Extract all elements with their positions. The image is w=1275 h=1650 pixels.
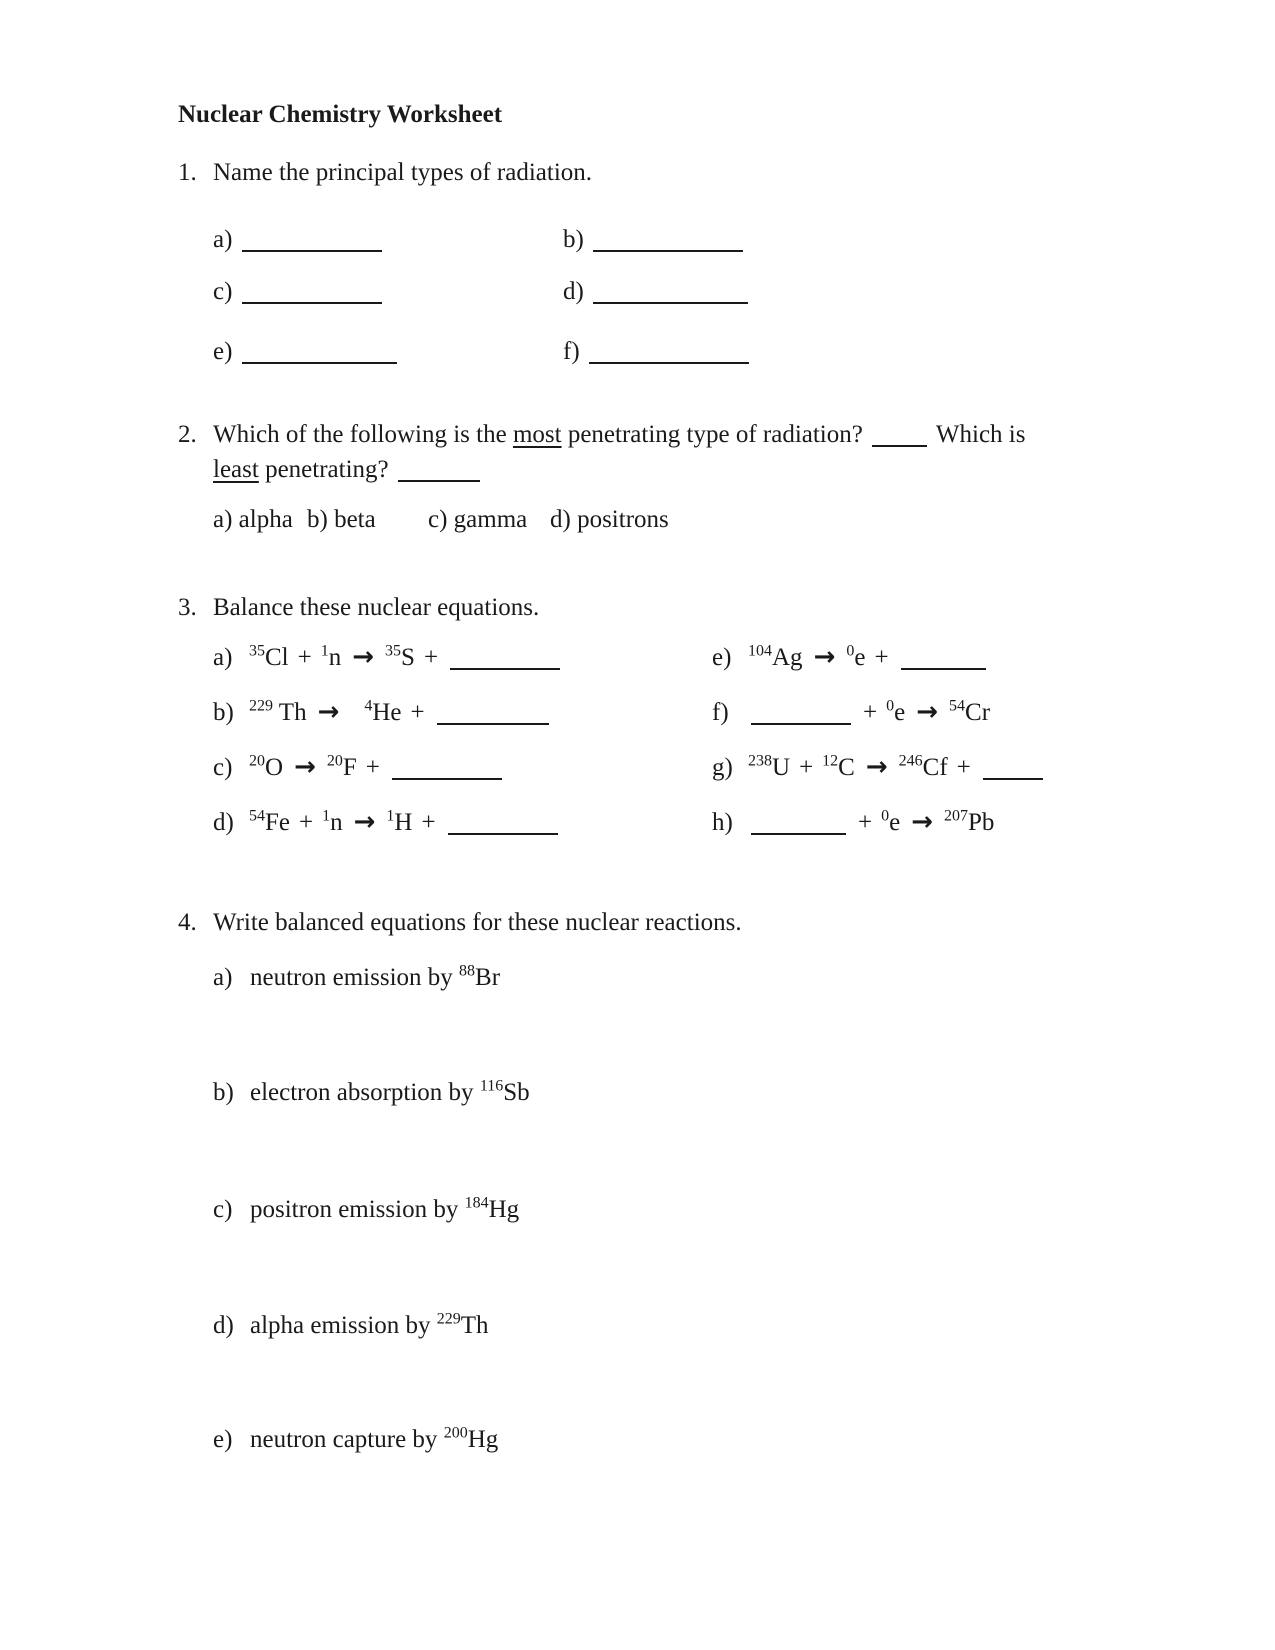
- nuclide: [944, 809, 994, 836]
- plus-operator: +: [799, 754, 814, 781]
- plus-operator: +: [299, 809, 314, 836]
- q1-blank-d: [563, 277, 751, 307]
- nuclide: [437, 1312, 489, 1339]
- text: f): [563, 338, 586, 365]
- q1-blank-a: [213, 225, 385, 255]
- text: b): [563, 226, 591, 253]
- answer-blank-line: [751, 833, 846, 835]
- q1-blank-c: [213, 277, 385, 307]
- nuclide: [480, 1079, 530, 1106]
- element-symbol: Pb: [968, 809, 995, 836]
- right-arrow-icon: →: [352, 642, 375, 672]
- text: electron absorption by: [250, 1079, 480, 1106]
- item-label: e): [213, 1426, 233, 1453]
- element-symbol: C: [838, 754, 855, 781]
- answer-blank-line: [872, 445, 927, 447]
- answer-blank-line: [242, 302, 382, 304]
- q3-equation-e: [712, 642, 989, 673]
- element-symbol: Sb: [503, 1079, 530, 1106]
- q3-equation-h: [712, 807, 994, 838]
- q4-item-b: [213, 1078, 530, 1108]
- right-arrow-icon: →: [813, 642, 836, 672]
- nuclide: [748, 754, 790, 781]
- q2-option-gamma: c) gamma: [428, 506, 528, 533]
- q1-prompt: [178, 158, 592, 188]
- plus-operator: +: [421, 809, 436, 836]
- q2-option-beta: b) beta: [307, 506, 376, 533]
- mass-number: 4: [364, 697, 373, 715]
- q3-equation-a: [213, 642, 563, 673]
- text: penetrating?: [258, 456, 395, 483]
- answer-blank-line: [242, 362, 397, 364]
- item-label: d): [213, 809, 234, 836]
- q2-option-positrons: d) positrons: [550, 506, 669, 533]
- element-symbol: Cr: [965, 699, 991, 726]
- right-arrow-icon: →: [916, 697, 939, 727]
- element-symbol: U: [772, 754, 791, 781]
- element-symbol: Cf: [922, 754, 948, 781]
- answer-blank-line: [450, 668, 560, 670]
- mass-number: 0: [846, 642, 855, 660]
- q2-option-alpha: a) alpha: [213, 506, 293, 533]
- nuclide: [822, 754, 855, 781]
- element-symbol: Hg: [488, 1196, 520, 1223]
- text: neutron emission by: [250, 964, 460, 991]
- text: Which is: [930, 421, 1026, 448]
- element-symbol: F: [342, 754, 357, 781]
- right-arrow-icon: →: [911, 807, 934, 837]
- plus-operator: +: [874, 644, 889, 671]
- q4-prompt: [178, 908, 742, 938]
- element-symbol: Br: [475, 964, 501, 991]
- element-symbol: Ag: [772, 644, 803, 671]
- answer-blank-line: [242, 250, 382, 252]
- q3-number: 3.: [178, 594, 197, 621]
- text: neutron capture by: [250, 1426, 444, 1453]
- text: d): [563, 278, 591, 305]
- mass-number: 1: [320, 642, 329, 660]
- element-symbol: Fe: [265, 809, 290, 836]
- nuclide: [465, 1196, 520, 1223]
- text: penetrating type of radiation?: [561, 421, 870, 448]
- mass-number: 104: [748, 642, 772, 660]
- q3-prompt: [178, 593, 539, 623]
- q4-item-e: [213, 1425, 498, 1455]
- element-symbol: e: [854, 644, 866, 671]
- item-label: c): [213, 754, 233, 781]
- right-arrow-icon: →: [353, 807, 376, 837]
- answer-blank-line: [983, 778, 1043, 780]
- q4-item-d: [213, 1311, 489, 1341]
- text: positron emission by: [250, 1196, 465, 1223]
- nuclide: [249, 699, 307, 726]
- nuclide: [886, 699, 905, 726]
- element-symbol: S: [401, 644, 415, 671]
- item-label: d): [213, 1312, 234, 1339]
- mass-number: 229: [436, 1310, 461, 1328]
- mass-number: 20: [249, 752, 265, 770]
- nuclide: [949, 699, 990, 726]
- text: e): [213, 338, 239, 365]
- mass-number: 116: [479, 1077, 504, 1095]
- plus-operator: +: [863, 699, 878, 726]
- nuclide: [322, 809, 343, 836]
- mass-number: 200: [443, 1424, 468, 1442]
- q2-number: 2.: [178, 421, 197, 448]
- q3-equation-d: [213, 807, 561, 838]
- q3-equation-f: [712, 697, 990, 728]
- text: alpha emission by: [250, 1312, 437, 1339]
- q3-equation-g: [712, 752, 1046, 783]
- item-label: a): [213, 644, 233, 671]
- right-arrow-icon: →: [294, 752, 316, 782]
- mass-number: 20: [326, 752, 343, 770]
- q4-item-c: [213, 1195, 519, 1225]
- element-symbol: O: [265, 754, 284, 781]
- underlined-text: least: [213, 456, 259, 483]
- element-symbol: e: [894, 699, 906, 726]
- element-symbol: n: [330, 809, 343, 836]
- mass-number: 1: [322, 807, 331, 825]
- mass-number: 184: [464, 1194, 489, 1212]
- q1-blank-b: [563, 225, 746, 255]
- mass-number: 1: [386, 807, 395, 825]
- mass-number: 35: [385, 642, 402, 660]
- answer-blank-line: [437, 723, 549, 725]
- answer-blank-line: [448, 833, 558, 835]
- plus-operator: +: [410, 699, 425, 726]
- answer-blank-line: [589, 362, 749, 364]
- element-symbol: Th: [273, 699, 307, 726]
- answer-blank-line: [593, 302, 748, 304]
- answer-blank-line: [398, 480, 480, 482]
- mass-number: 54: [249, 807, 265, 825]
- nuclide: [249, 754, 283, 781]
- nuclide: [364, 699, 401, 726]
- q3-equation-c: [213, 752, 505, 783]
- item-label: f): [712, 699, 729, 726]
- q1-prompt-text: Name the principal types of radiation.: [213, 159, 593, 186]
- q3-prompt-text: Balance these nuclear equations.: [213, 594, 540, 621]
- item-label: a): [213, 964, 233, 991]
- q1-blank-f: [563, 337, 752, 367]
- element-symbol: Th: [460, 1312, 489, 1339]
- q4-item-a: [213, 963, 500, 993]
- nuclide: [385, 644, 415, 671]
- element-symbol: H: [394, 809, 413, 836]
- item-label: b): [213, 1079, 234, 1106]
- q3-equation-b: [213, 697, 552, 728]
- nuclide: [327, 754, 357, 781]
- mass-number: 0: [886, 697, 895, 715]
- plus-operator: +: [423, 644, 439, 671]
- plus-operator: +: [956, 754, 971, 781]
- q4-number: 4.: [178, 909, 197, 936]
- q1-number: 1.: [178, 159, 197, 186]
- item-label: h): [712, 809, 733, 836]
- answer-blank-line: [593, 250, 743, 252]
- nuclide: [321, 644, 342, 671]
- text: c): [213, 278, 239, 305]
- mass-number: 35: [249, 642, 265, 660]
- q4-prompt-text: Write balanced equations for these nuclear reactions.: [213, 909, 742, 936]
- right-arrow-icon: →: [865, 752, 888, 782]
- element-symbol: n: [328, 644, 342, 671]
- q2-prompt-line2: [213, 455, 483, 485]
- plus-operator: +: [858, 809, 873, 836]
- nuclide: [249, 644, 289, 671]
- mass-number: 54: [949, 697, 966, 715]
- nuclide: [748, 644, 803, 671]
- plus-operator: +: [365, 754, 380, 781]
- nuclide: [899, 754, 948, 781]
- plus-operator: +: [297, 644, 312, 671]
- nuclide: [249, 809, 290, 836]
- nuclide: [846, 644, 865, 671]
- element-symbol: He: [372, 699, 402, 726]
- item-label: c): [213, 1196, 233, 1223]
- nuclide: [386, 809, 412, 836]
- answer-blank-line: [392, 778, 502, 780]
- mass-number: 246: [898, 752, 923, 770]
- nuclide: [444, 1426, 499, 1453]
- mass-number: 207: [944, 807, 969, 825]
- item-label: g): [712, 754, 733, 781]
- element-symbol: Hg: [467, 1426, 499, 1453]
- underlined-text: most: [512, 421, 562, 448]
- mass-number: 88: [459, 962, 476, 980]
- q2-prompt-line1: [178, 420, 1025, 450]
- right-arrow-icon: →: [317, 697, 340, 727]
- page-title: Nuclear Chemistry Worksheet: [178, 101, 503, 128]
- text: a): [213, 226, 239, 253]
- mass-number: 0: [881, 807, 890, 825]
- item-label: e): [712, 644, 732, 671]
- item-label: b): [213, 699, 234, 726]
- answer-blank-line: [751, 723, 851, 725]
- q1-blank-e: [213, 337, 400, 367]
- text: Which of the following is the: [213, 421, 513, 448]
- element-symbol: e: [889, 809, 901, 836]
- mass-number: 12: [822, 752, 839, 770]
- q2-line1-text: [213, 421, 1025, 448]
- nuclide: [459, 964, 500, 991]
- mass-number: 229: [249, 697, 273, 715]
- element-symbol: Cl: [265, 644, 289, 671]
- answer-blank-line: [901, 668, 986, 670]
- nuclide: [881, 809, 900, 836]
- mass-number: 238: [748, 752, 772, 770]
